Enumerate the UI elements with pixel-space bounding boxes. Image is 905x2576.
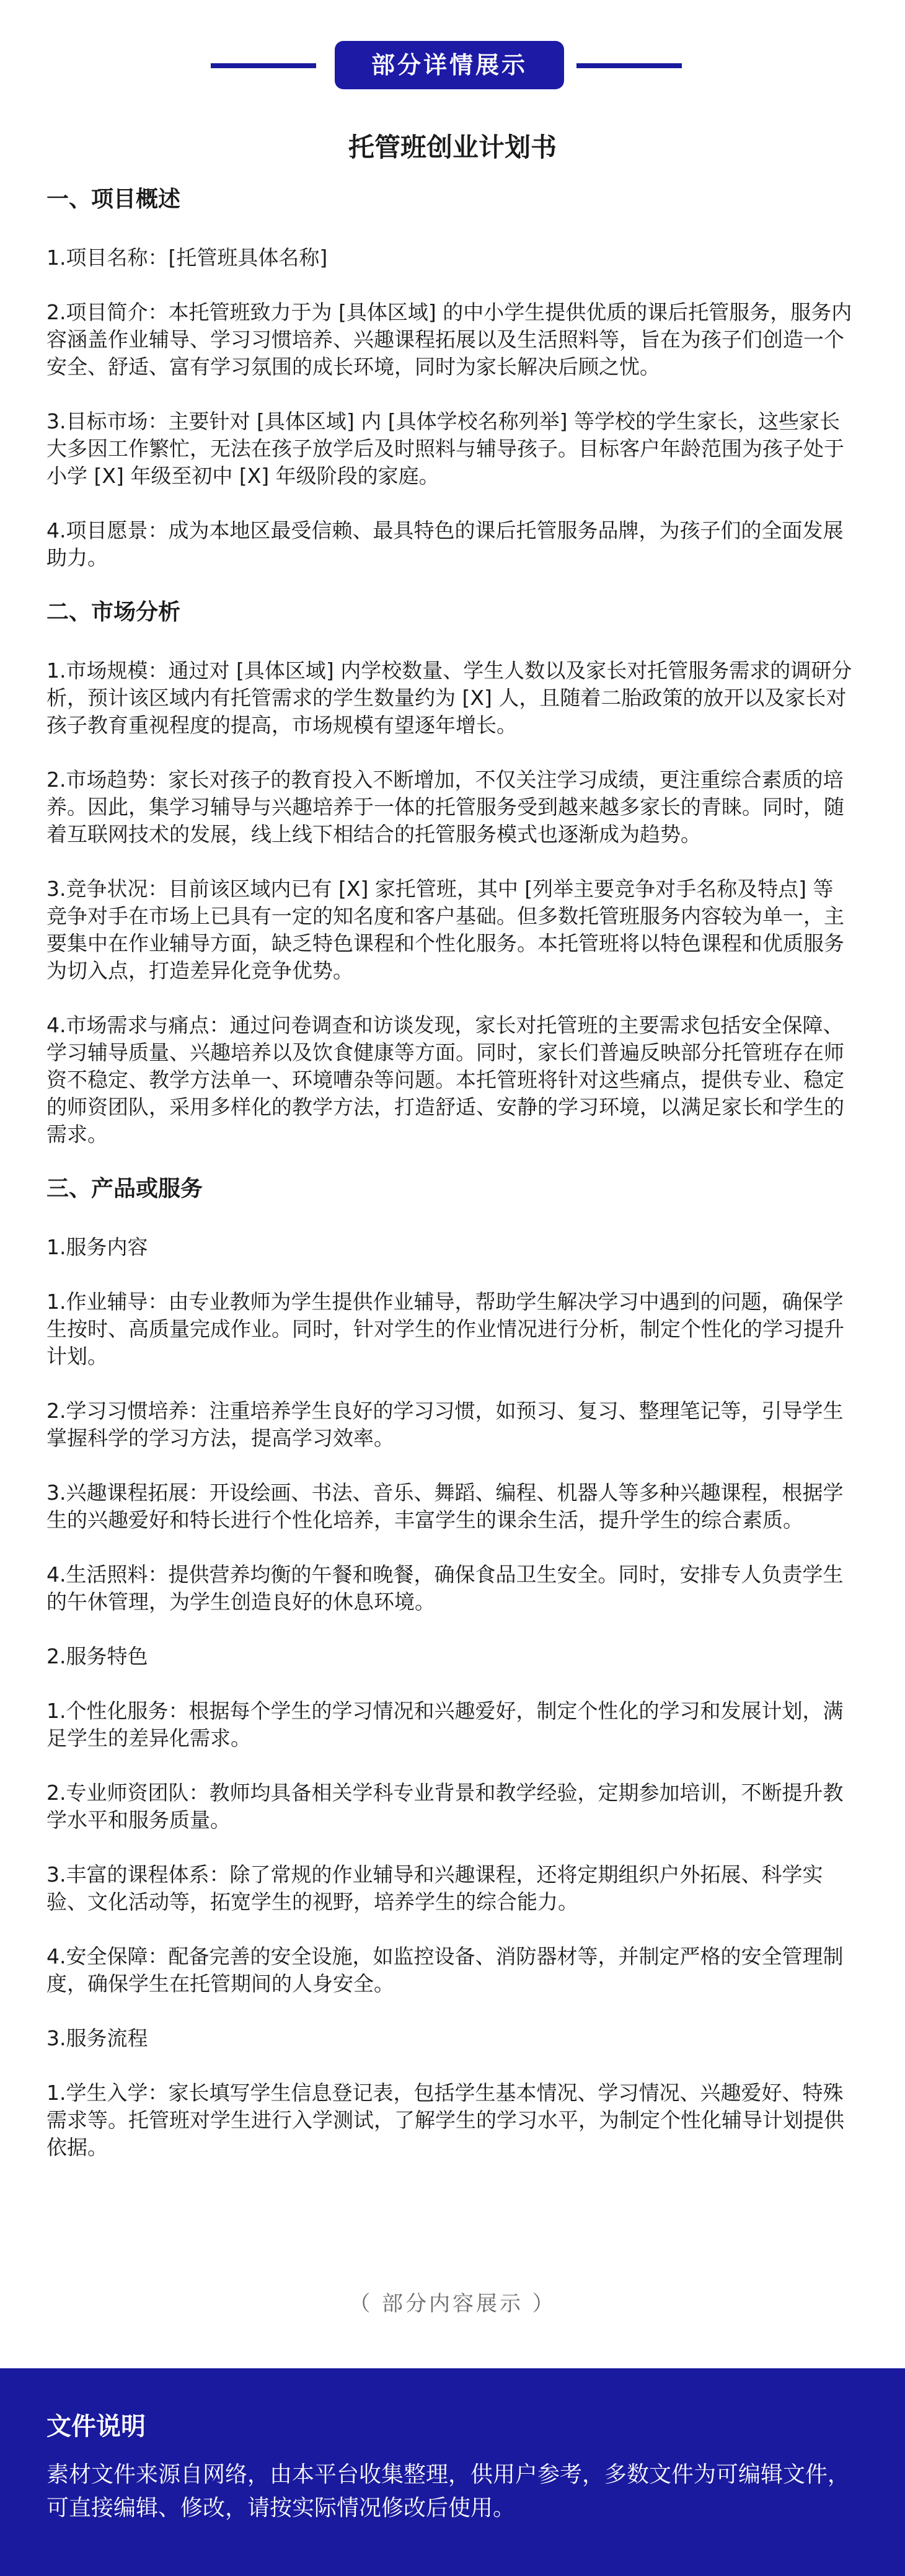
section-paragraph: 3.兴趣课程拓展：开设绘画、书法、音乐、舞蹈、编程、机器人等多种兴趣课程，根据学生的兴趣爱好和特长进行个性化培养，丰富学生的课余生活，提升学生的综合素质。: [46, 1481, 844, 1532]
file-info-text: 素材文件来源自网络，由本平台收集整理，供用户参考，多数文件为可编辑文件，可直接编辑、修改，请按实际情况修改后使用。: [46, 2462, 850, 2521]
section-paragraph: 3.竞争状况：目前该区域内已有 [X] 家托管班，其中 [列举主要竞争对手名称及特点] 等竞争对手在市场上已具有一定的知名度和客户基础。但多数托管班服务内容较为单一，主要集中在作业辅导方面，缺乏特色课程和个性化服务。本托管班将以特色课程和优质服务为切入点，打造差异化竞争优势。: [46, 877, 844, 983]
section-paragraph: 2.专业师资团队：教师均具备相关学科专业背景和教学经验，定期参加培训，不断提升教学水平和服务质量。: [46, 1781, 844, 1832]
section-paragraph: 1.项目名称：[托管班具体名称]: [46, 246, 328, 270]
section-paragraph: 2.项目简介：本托管班致力于为 [具体区域] 的中小学生提供优质的课后托管服务，服务内容涵盖作业辅导、学习习惯培养、兴趣课程拓展以及生活照料等，旨在为孩子们创造一个安全、舒适、富有学习氛围的成长环境，同时为家长解决后顾之忧。: [46, 300, 852, 379]
section-paragraph: 4.项目愿景：成为本地区最受信赖、最具特色的课后托管服务品牌，为孩子们的全面发展助力。: [46, 518, 844, 570]
banner-left-rule: [211, 63, 316, 68]
header-banner: [0, 41, 905, 91]
document-body: [46, 186, 852, 2189]
section-paragraph: 2.服务特色: [46, 1644, 148, 1668]
section-paragraph: 3.服务流程: [46, 2026, 148, 2050]
section-paragraph: 1.个性化服务：根据每个学生的学习情况和兴趣爱好，制定个性化的学习和发展计划，满足学生的差异化需求。: [46, 1699, 844, 1750]
section-heading: 一、项目概述: [46, 187, 181, 212]
section-heading: 二、市场分析: [46, 600, 181, 625]
file-info-title: 文件说明: [46, 2412, 146, 2441]
section-paragraph: 1.市场规模：通过对 [具体区域] 内学校数量、学生人数以及家长对托管服务需求的调研分析，预计该区域内有托管需求的学生数量约为 [X] 人，且随着二胎政策的放开以及家长对孩子教育重视程度的提高，市场规模有望逐年增长。: [46, 658, 852, 737]
section-paragraph: 3.目标市场：主要针对 [具体区域] 内 [具体学校名称列举] 等学校的学生家长，这些家长大多因工作繁忙，无法在孩子放学后及时照料与辅导孩子。目标客户年龄范围为孩子处于小学 [X] 年级至初中 [X] 年级阶段的家庭。: [46, 409, 844, 488]
section-paragraph: 1.服务内容: [46, 1235, 148, 1259]
section-paragraph: 3.丰富的课程体系：除了常规的作业辅导和兴趣课程，还将定期组织户外拓展、科学实验、文化活动等，拓宽学生的视野，培养学生的综合能力。: [46, 1862, 823, 1914]
section-paragraph: 4.安全保障：配备完善的安全设施，如监控设备、消防器材等，并制定严格的安全管理制度，确保学生在托管期间的人身安全。: [46, 1944, 844, 1996]
file-info-panel: [0, 2368, 905, 2576]
document-title: 托管班创业计划书: [348, 132, 557, 162]
section-paragraph: 1.学生入学：家长填写学生信息登记表，包括学生基本情况、学习情况、兴趣爱好、特殊需求等。托管班对学生进行入学测试，了解学生的学习水平，为制定个性化辅导计划提供依据。: [46, 2081, 844, 2159]
banner-label: 部分详情展示: [335, 41, 564, 89]
banner-right-rule: [576, 63, 682, 68]
section-paragraph: 1.作业辅导：由专业教师为学生提供作业辅导，帮助学生解决学习中遇到的问题，确保学生按时、高质量完成作业。同时，针对学生的作业情况进行分析，制定个性化的学习提升计划。: [46, 1290, 844, 1368]
section-paragraph: 2.市场趋势：家长对孩子的教育投入不断增加，不仅关注学习成绩，更注重综合素质的培养。因此，集学习辅导与兴趣培养于一体的托管服务受到越来越多家长的青睐。同时，随着互联网技术的发展，线上线下相结合的托管服务模式也逐渐成为趋势。: [46, 768, 844, 846]
partial-content-note: （ 部分内容展示 ）: [349, 2291, 556, 2316]
section-paragraph: 4.生活照料：提供营养均衡的午餐和晚餐，确保食品卫生安全。同时，安排专人负责学生的午休管理，为学生创造良好的休息环境。: [46, 1562, 844, 1614]
section-paragraph: 2.学习习惯培养：注重培养学生良好的学习习惯，如预习、复习、整理笔记等，引导学生掌握科学的学习方法，提高学习效率。: [46, 1399, 844, 1450]
section-heading: 三、产品或服务: [46, 1176, 203, 1202]
section-paragraph: 4.市场需求与痛点：通过问卷调查和访谈发现，家长对托管班的主要需求包括安全保障、学习辅导质量、兴趣培养以及饮食健康等方面。同时，家长们普遍反映部分托管班存在师资不稳定、教学方法单一、环境嘈杂等问题。本托管班将针对这些痛点，提供专业、稳定的师资团队，采用多样化的教学方法，打造舒适、安静的学习环境，以满足家长和学生的需求。: [46, 1013, 844, 1146]
